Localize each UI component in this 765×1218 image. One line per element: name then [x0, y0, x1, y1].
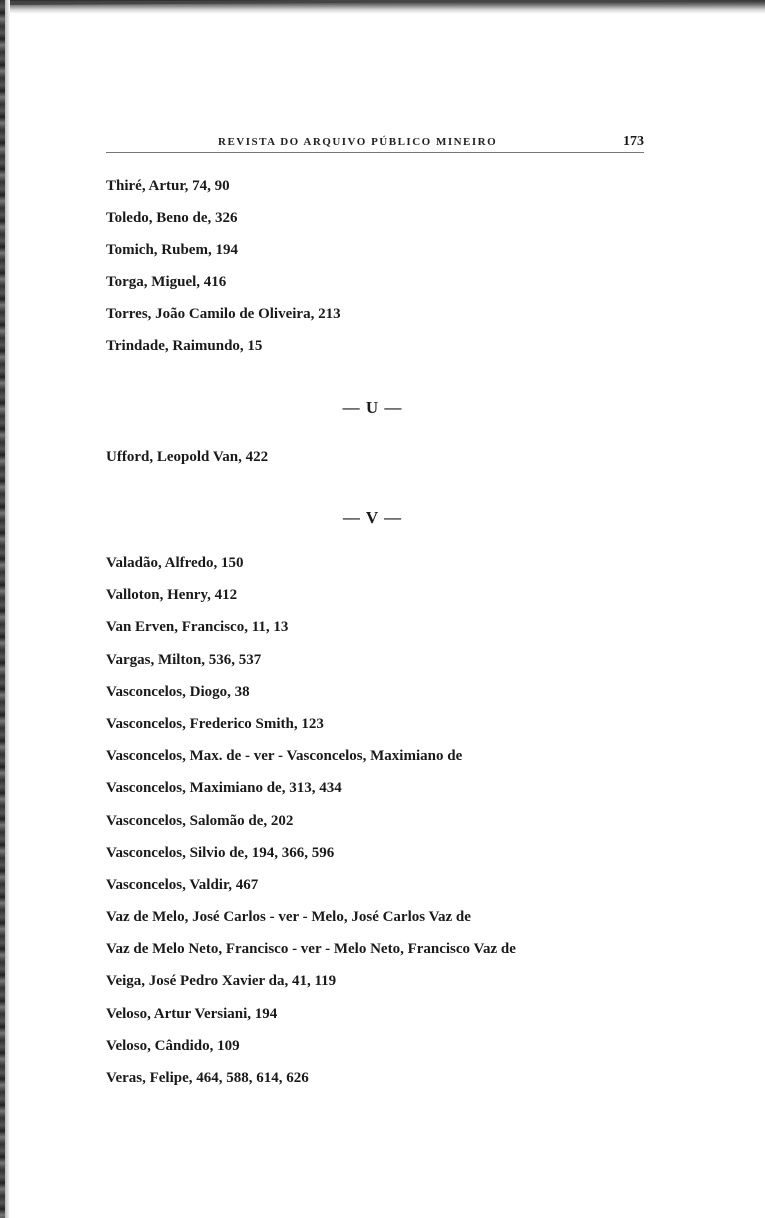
- index-entry: Vasconcelos, Frederico Smith, 123: [106, 715, 324, 732]
- index-entry: Trindade, Raimundo, 15: [106, 338, 263, 354]
- index-entry: Veloso, Cândido, 109: [106, 1037, 240, 1054]
- index-entry: Vasconcelos, Salomão de, 202: [106, 812, 294, 829]
- index-entry: Vaz de Melo Neto, Francisco - ver - Melo Neto, Francisco Vaz de: [106, 941, 516, 958]
- scan-binding-shade: [5, 0, 10, 1218]
- index-entry: Thiré, Artur, 74, 90: [106, 178, 230, 194]
- page-number: 173: [623, 134, 644, 149]
- section-heading-v: — V —: [342, 508, 403, 527]
- index-entry: Van Erven, Francisco, 11, 13: [106, 619, 289, 636]
- index-entry: Valloton, Henry, 412: [106, 587, 238, 604]
- index-entry: Vasconcelos, Diogo, 38: [106, 683, 250, 700]
- index-entry: Veras, Felipe, 464, 588, 614, 626: [106, 1070, 309, 1086]
- index-entry: Veiga, José Pedro Xavier da, 41, 119: [106, 973, 337, 990]
- index-entry: Torres, João Camilo de Oliveira, 213: [106, 306, 341, 322]
- index-entry: Torga, Miguel, 416: [106, 274, 227, 290]
- index-entry: Tomich, Rubem, 194: [106, 242, 238, 258]
- running-title: REVISTA DO ARQUIVO PÚBLICO MINEIRO: [218, 136, 498, 148]
- index-entry: Vasconcelos, Valdir, 467: [106, 876, 259, 893]
- index-entry: Vasconcelos, Maximiano de, 313, 434: [106, 780, 342, 797]
- index-entry: Valadão, Alfredo, 150: [106, 555, 244, 571]
- section-heading-u: — U —: [342, 398, 403, 417]
- header-rule: [106, 152, 644, 153]
- index-entry: Vasconcelos, Max. de - ver - Vasconcelos, Maximiano de: [106, 748, 463, 765]
- index-list-u: [106, 447, 268, 467]
- index-list-t: [106, 176, 341, 368]
- index-entry: Ufford, Leopold Van, 422: [106, 449, 269, 465]
- index-entry: Toledo, Beno de, 326: [106, 210, 238, 226]
- index-entry: Vasconcelos, Silvio de, 194, 366, 596: [106, 844, 335, 861]
- index-entry: Vargas, Milton, 536, 537: [106, 651, 262, 668]
- index-list-v: [106, 553, 516, 1100]
- index-entry: Veloso, Artur Versiani, 194: [106, 1005, 278, 1022]
- index-entry: Vaz de Melo, José Carlos - ver - Melo, José Carlos Vaz de: [106, 909, 471, 926]
- page-header: [106, 136, 644, 158]
